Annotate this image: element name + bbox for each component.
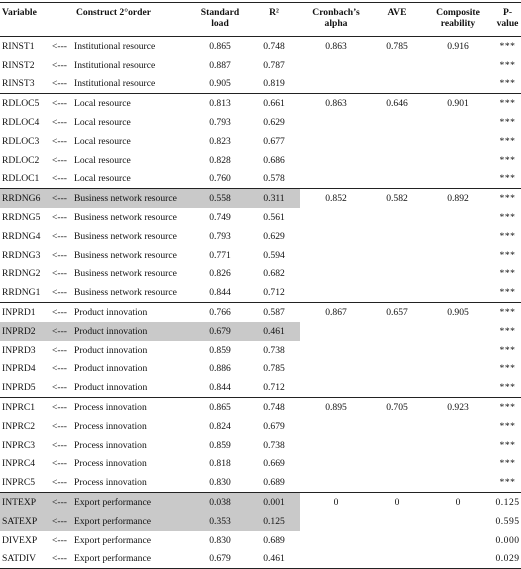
cell-variable: INPRD3 <box>2 344 36 356</box>
cell-construct: Product innovation <box>74 344 148 356</box>
cell-composite-reliability <box>422 512 494 531</box>
cell-ave: 0.657 <box>372 303 422 322</box>
cell-r2: 0.629 <box>263 230 285 242</box>
cell-construct: Process innovation <box>74 398 192 417</box>
cell-cronbach-alpha <box>300 265 372 284</box>
cell-p-value: *** <box>499 420 516 432</box>
cell-construct: Local resource <box>74 173 131 185</box>
cell-p-value: *** <box>499 135 516 147</box>
cell-r2: 0.738 <box>263 439 285 451</box>
cell-r2: 0.712 <box>263 382 285 394</box>
cell-r2: 0.819 <box>263 78 285 90</box>
header-r2: R² <box>248 3 300 37</box>
cell-construct: Business network resource <box>74 287 177 299</box>
table-row <box>0 56 521 75</box>
header-p-value: P-value <box>494 3 521 37</box>
cell-cronbach-alpha <box>300 378 372 397</box>
cell-arrow: <--- <box>52 398 74 417</box>
cell-standard-load: 0.887 <box>209 59 231 71</box>
header-cronbach-alpha: Cronbach’s alpha <box>300 3 372 37</box>
cell-variable: RRDNG2 <box>2 268 41 280</box>
cell-ave <box>372 341 422 360</box>
cell-p-value: *** <box>499 344 516 356</box>
cell-variable: RRDNG1 <box>2 287 41 299</box>
cell-p-value: *** <box>499 117 516 129</box>
cell-composite-reliability <box>422 531 494 550</box>
cell-p-value: *** <box>499 382 516 394</box>
cell-r2: 0.461 <box>248 322 300 341</box>
cell-cronbach-alpha: 0 <box>300 493 372 512</box>
cell-cronbach-alpha <box>300 360 372 379</box>
cell-cronbach-alpha <box>300 151 372 170</box>
cell-cronbach-alpha <box>300 56 372 75</box>
cell-composite-reliability <box>422 208 494 227</box>
cell-arrow: <--- <box>52 458 67 470</box>
cell-ave <box>372 417 422 436</box>
cell-arrow: <--- <box>52 303 74 322</box>
cell-p-value: *** <box>499 458 516 470</box>
cell-construct: Product innovation <box>74 303 192 322</box>
cell-p-value: *** <box>499 230 516 242</box>
table-row <box>0 246 521 265</box>
cell-standard-load: 0.830 <box>209 534 231 546</box>
cell-ave <box>372 246 422 265</box>
cell-p-value: 0.029 <box>494 550 521 569</box>
header-row <box>0 3 521 37</box>
cell-variable: RRDNG6 <box>0 189 52 208</box>
cell-standard-load: 0.859 <box>209 439 231 451</box>
cell-construct: Product innovation <box>74 363 148 375</box>
cell-variable: INPRC1 <box>0 398 52 417</box>
cell-arrow: <--- <box>52 534 67 546</box>
table-row <box>0 113 521 132</box>
cell-arrow: <--- <box>52 154 67 166</box>
table-row <box>0 170 521 189</box>
cell-ave <box>372 360 422 379</box>
cell-ave <box>372 322 422 341</box>
cell-standard-load: 0.859 <box>209 344 231 356</box>
cell-standard-load: 0.793 <box>209 117 231 129</box>
table-row <box>0 75 521 94</box>
table-row <box>0 550 521 569</box>
cell-composite-reliability <box>422 283 494 302</box>
cell-arrow: <--- <box>52 173 67 185</box>
cell-arrow: <--- <box>52 94 74 113</box>
cell-variable: INPRC4 <box>2 458 36 470</box>
cell-composite-reliability <box>422 151 494 170</box>
cell-p-value: *** <box>499 325 516 337</box>
cell-p-value: *** <box>499 59 516 71</box>
table-row <box>0 493 521 512</box>
cell-cronbach-alpha <box>300 113 372 132</box>
cell-standard-load: 0.760 <box>209 173 231 185</box>
cell-arrow: <--- <box>52 212 67 224</box>
cell-standard-load: 0.830 <box>209 477 231 489</box>
cell-ave <box>372 151 422 170</box>
cell-cronbach-alpha <box>300 341 372 360</box>
cell-p-value: *** <box>499 154 516 166</box>
cell-cronbach-alpha <box>300 132 372 151</box>
cell-cronbach-alpha <box>300 512 372 531</box>
cell-variable: RINST1 <box>0 37 52 56</box>
cell-variable: DIVEXP <box>2 534 38 546</box>
cell-ave <box>372 512 422 531</box>
cell-r2: 0.787 <box>263 59 285 71</box>
cell-standard-load: 0.749 <box>209 212 231 224</box>
table-row <box>0 531 521 550</box>
cell-p-value: *** <box>499 439 516 451</box>
table-row <box>0 360 521 379</box>
cell-standard-load: 0.558 <box>192 189 248 208</box>
cell-variable: INTEXP <box>0 493 52 512</box>
cell-construct: Product innovation <box>74 382 148 394</box>
cell-variable: INPRC3 <box>2 439 36 451</box>
cell-r2: 0.748 <box>248 398 300 417</box>
cell-ave <box>372 473 422 492</box>
cell-ave <box>372 132 422 151</box>
cell-composite-reliability <box>422 75 494 94</box>
cell-composite-reliability: 0.905 <box>422 303 494 322</box>
cell-r2: 0.689 <box>263 534 285 546</box>
table-row <box>0 417 521 436</box>
cell-standard-load: 0.824 <box>209 420 231 432</box>
cell-composite-reliability <box>422 455 494 474</box>
cell-ave <box>372 170 422 189</box>
cell-cronbach-alpha <box>300 436 372 455</box>
cell-arrow: <--- <box>52 268 67 280</box>
cell-variable: SATDIV <box>0 550 52 569</box>
cell-construct: Export performance <box>74 550 192 569</box>
cell-construct: Institutional resource <box>74 78 156 90</box>
cell-variable: INPRD2 <box>0 322 52 341</box>
cell-arrow: <--- <box>52 287 67 299</box>
cell-cronbach-alpha <box>300 455 372 474</box>
cell-composite-reliability <box>422 417 494 436</box>
cell-ave <box>372 531 422 550</box>
cell-construct: Business network resource <box>74 249 177 261</box>
table-row <box>0 132 521 151</box>
cell-construct: Business network resource <box>74 189 192 208</box>
cell-standard-load: 0.679 <box>192 550 248 569</box>
table-row <box>0 398 521 417</box>
cell-p-value: *** <box>499 363 516 375</box>
cell-r2: 0.682 <box>263 268 285 280</box>
cell-construct: Local resource <box>74 135 131 147</box>
cell-standard-load: 0.823 <box>209 135 231 147</box>
cell-r2: 0.629 <box>263 117 285 129</box>
cell-construct: Process innovation <box>74 439 147 451</box>
cell-p-value: *** <box>499 249 516 261</box>
cell-cronbach-alpha <box>300 283 372 302</box>
cell-p-value: *** <box>494 37 521 56</box>
cell-construct: Local resource <box>74 154 131 166</box>
table-row <box>0 436 521 455</box>
cell-r2: 0.686 <box>263 154 285 166</box>
cell-arrow: <--- <box>52 189 74 208</box>
table-body <box>0 37 521 569</box>
cell-variable: RRDNG4 <box>2 230 41 242</box>
cell-construct: Process innovation <box>74 477 147 489</box>
cell-p-value: *** <box>499 173 516 185</box>
cell-p-value: *** <box>499 212 516 224</box>
table-row <box>0 265 521 284</box>
cell-composite-reliability: 0.892 <box>422 189 494 208</box>
cell-composite-reliability <box>422 265 494 284</box>
cell-r2: 0.689 <box>263 477 285 489</box>
cell-composite-reliability <box>422 170 494 189</box>
cell-composite-reliability <box>422 132 494 151</box>
cell-r2: 0.461 <box>248 550 300 569</box>
cell-r2: 0.125 <box>248 512 300 531</box>
table-row <box>0 473 521 492</box>
cell-composite-reliability <box>422 341 494 360</box>
header-ave: AVE <box>372 3 422 37</box>
cell-cronbach-alpha: 0.895 <box>300 398 372 417</box>
cell-variable: INPRD5 <box>2 382 36 394</box>
cell-composite-reliability: 0.923 <box>422 398 494 417</box>
cell-p-value: *** <box>494 398 521 417</box>
table-row <box>0 189 521 208</box>
cell-standard-load: 0.038 <box>192 493 248 512</box>
cell-standard-load: 0.844 <box>209 382 231 394</box>
cell-arrow: <--- <box>52 363 67 375</box>
cell-r2: 0.001 <box>248 493 300 512</box>
cell-p-value: *** <box>499 477 516 489</box>
cell-arrow: <--- <box>52 512 74 531</box>
cell-standard-load: 0.813 <box>192 94 248 113</box>
cell-p-value: *** <box>494 303 521 322</box>
cell-ave: 0.646 <box>372 94 422 113</box>
cell-ave <box>372 75 422 94</box>
cell-p-value: 0.000 <box>495 534 520 546</box>
cell-arrow: <--- <box>52 493 74 512</box>
table-row <box>0 341 521 360</box>
cell-cronbach-alpha <box>300 473 372 492</box>
cell-standard-load: 0.886 <box>209 363 231 375</box>
cell-cronbach-alpha <box>300 227 372 246</box>
cell-construct: Process innovation <box>74 420 147 432</box>
cell-construct: Local resource <box>74 117 131 129</box>
cell-variable: RDLOC2 <box>2 154 40 166</box>
cell-composite-reliability <box>422 473 494 492</box>
cell-ave <box>372 378 422 397</box>
cell-ave <box>372 436 422 455</box>
table-row <box>0 94 521 113</box>
cell-standard-load: 0.353 <box>192 512 248 531</box>
cell-r2: 0.594 <box>263 249 285 261</box>
cell-cronbach-alpha: 0.852 <box>300 189 372 208</box>
cell-arrow: <--- <box>52 382 67 394</box>
cell-standard-load: 0.766 <box>192 303 248 322</box>
cell-ave <box>372 550 422 569</box>
table-row <box>0 378 521 397</box>
cell-cronbach-alpha <box>300 531 372 550</box>
cell-composite-reliability <box>422 227 494 246</box>
cell-standard-load: 0.818 <box>209 458 231 470</box>
cell-construct: Product innovation <box>74 322 192 341</box>
cell-standard-load: 0.865 <box>192 37 248 56</box>
cell-p-value: *** <box>494 94 521 113</box>
cell-construct: Process innovation <box>74 458 147 470</box>
cell-p-value: 0.595 <box>495 515 520 527</box>
cell-cronbach-alpha <box>300 322 372 341</box>
header-standard-load: Standard load <box>192 3 248 37</box>
cell-construct: Local resource <box>74 94 192 113</box>
cell-ave <box>372 265 422 284</box>
table-row <box>0 322 521 341</box>
cell-cronbach-alpha: 0.863 <box>300 94 372 113</box>
cell-arrow: <--- <box>52 420 67 432</box>
cell-r2: 0.785 <box>263 363 285 375</box>
cell-arrow: <--- <box>52 249 67 261</box>
table-row <box>0 512 521 531</box>
cell-r2: 0.587 <box>248 303 300 322</box>
cell-standard-load: 0.865 <box>192 398 248 417</box>
cell-variable: RRDNG5 <box>2 212 41 224</box>
cell-variable: RDLOC4 <box>2 117 40 129</box>
cell-p-value: *** <box>499 78 516 90</box>
header-arrow-spacer <box>52 3 74 37</box>
cell-composite-reliability: 0.916 <box>422 37 494 56</box>
cell-ave <box>372 208 422 227</box>
cell-variable: INPRC5 <box>2 477 36 489</box>
cell-construct: Business network resource <box>74 230 177 242</box>
table-row <box>0 151 521 170</box>
cell-construct: Export performance <box>74 534 151 546</box>
cell-variable: SATEXP <box>0 512 52 531</box>
cell-arrow: <--- <box>52 439 67 451</box>
cell-arrow: <--- <box>52 230 67 242</box>
cell-cronbach-alpha <box>300 170 372 189</box>
cell-p-value: 0.125 <box>494 493 521 512</box>
cell-arrow: <--- <box>52 37 74 56</box>
cell-variable: RDLOC5 <box>0 94 52 113</box>
cell-composite-reliability <box>422 360 494 379</box>
cell-cronbach-alpha <box>300 417 372 436</box>
table-row <box>0 227 521 246</box>
cell-construct: Institutional resource <box>74 37 192 56</box>
cell-r2: 0.661 <box>248 94 300 113</box>
cell-r2: 0.738 <box>263 344 285 356</box>
cell-ave: 0 <box>372 493 422 512</box>
cell-construct: Export performance <box>74 512 192 531</box>
cell-standard-load: 0.793 <box>209 230 231 242</box>
cell-ave <box>372 455 422 474</box>
cell-cronbach-alpha <box>300 208 372 227</box>
cell-r2: 0.561 <box>263 212 285 224</box>
cell-composite-reliability <box>422 322 494 341</box>
cell-arrow: <--- <box>52 78 67 90</box>
cell-cronbach-alpha: 0.863 <box>300 37 372 56</box>
cell-variable: RDLOC1 <box>2 173 40 185</box>
cell-composite-reliability <box>422 436 494 455</box>
cell-arrow: <--- <box>52 59 67 71</box>
cell-variable: RINST2 <box>2 59 35 71</box>
header-construct: Construct 2°order <box>74 3 192 37</box>
cell-r2: 0.578 <box>263 173 285 185</box>
cell-variable: RRDNG3 <box>2 249 41 261</box>
cell-variable: RDLOC3 <box>2 135 40 147</box>
cell-r2: 0.677 <box>263 135 285 147</box>
cell-composite-reliability <box>422 246 494 265</box>
cell-p-value: *** <box>494 189 521 208</box>
cell-standard-load: 0.844 <box>209 287 231 299</box>
table-row <box>0 303 521 322</box>
cell-cronbach-alpha <box>300 550 372 569</box>
cell-cronbach-alpha <box>300 246 372 265</box>
table-row <box>0 208 521 227</box>
cell-standard-load: 0.679 <box>192 322 248 341</box>
cell-p-value: *** <box>499 287 516 299</box>
cell-variable: INPRD1 <box>0 303 52 322</box>
cell-standard-load: 0.826 <box>209 268 231 280</box>
cell-construct: Business network resource <box>74 268 177 280</box>
cell-arrow: <--- <box>52 550 74 569</box>
cell-composite-reliability: 0.901 <box>422 94 494 113</box>
cell-standard-load: 0.905 <box>209 78 231 90</box>
cell-ave <box>372 56 422 75</box>
cell-arrow: <--- <box>52 322 74 341</box>
cell-r2: 0.748 <box>248 37 300 56</box>
cell-variable: RINST3 <box>2 78 35 90</box>
measurement-model-table <box>0 2 521 569</box>
cell-ave: 0.705 <box>372 398 422 417</box>
cell-construct: Institutional resource <box>74 59 156 71</box>
cell-ave <box>372 227 422 246</box>
cell-construct: Business network resource <box>74 212 177 224</box>
cell-variable: INPRD4 <box>2 363 36 375</box>
table-row <box>0 37 521 56</box>
cell-r2: 0.669 <box>263 458 285 470</box>
cell-composite-reliability <box>422 56 494 75</box>
cell-composite-reliability <box>422 378 494 397</box>
cell-ave <box>372 113 422 132</box>
cell-composite-reliability <box>422 550 494 569</box>
cell-ave: 0.785 <box>372 37 422 56</box>
cell-ave: 0.582 <box>372 189 422 208</box>
cell-arrow: <--- <box>52 135 67 147</box>
cell-arrow: <--- <box>52 344 67 356</box>
cell-variable: INPRC2 <box>2 420 36 432</box>
cell-r2: 0.712 <box>263 287 285 299</box>
cell-ave <box>372 283 422 302</box>
cell-r2: 0.311 <box>248 189 300 208</box>
table-row <box>0 455 521 474</box>
cell-arrow: <--- <box>52 477 67 489</box>
header-composite-reliability: Composite reability <box>422 3 494 37</box>
cell-composite-reliability: 0 <box>422 493 494 512</box>
table-row <box>0 283 521 302</box>
cell-construct: Export performance <box>74 493 192 512</box>
cell-composite-reliability <box>422 113 494 132</box>
cell-arrow: <--- <box>52 117 67 129</box>
cell-p-value: *** <box>499 268 516 280</box>
cell-standard-load: 0.771 <box>209 249 231 261</box>
cell-cronbach-alpha <box>300 75 372 94</box>
header-variable: Variable <box>0 3 52 37</box>
cell-standard-load: 0.828 <box>209 154 231 166</box>
cell-cronbach-alpha: 0.867 <box>300 303 372 322</box>
cell-r2: 0.679 <box>263 420 285 432</box>
